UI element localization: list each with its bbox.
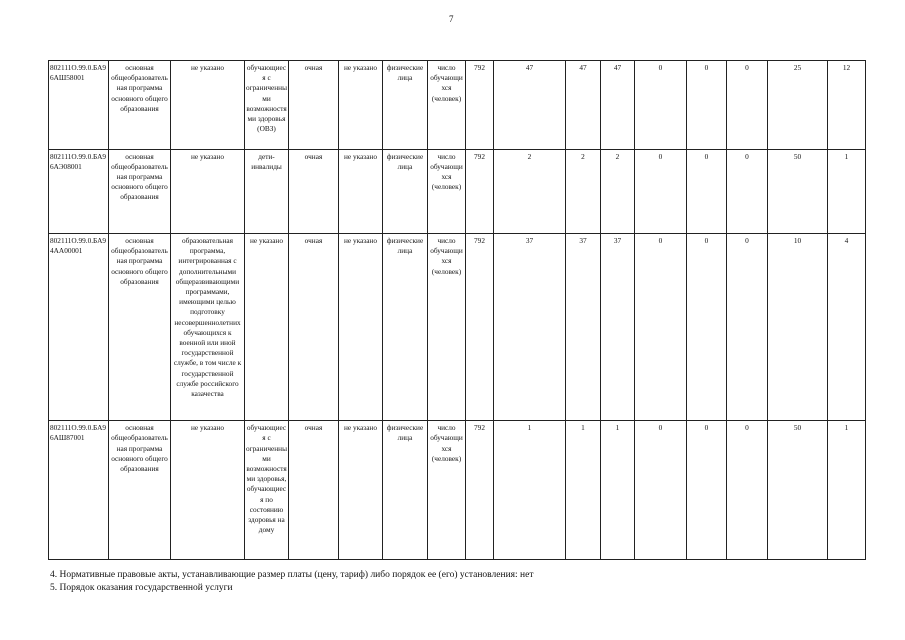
cell-average-fee: 50 [768,421,828,560]
cell-consumer-category: физические лица [383,234,428,421]
cell-program-condition: не указано [339,149,383,234]
cell-registry-code: 802111О.99.0.БА94АА00001 [49,234,109,421]
cell-average-fee: 50 [768,149,828,234]
cell-deviation-allowed: 0 [635,61,687,150]
cell-consumer-category: физические лица [383,61,428,150]
page-number: 7 [449,14,454,24]
cell-okei-code: 792 [466,61,494,150]
cell-program-condition: не указано [339,61,383,150]
cell-deviation-exceeded: 0 [727,61,768,150]
cell-registry-code: 802111О.99.0.БА96АЭ08001 [49,149,109,234]
cell-provisional-value: 1 [601,421,635,560]
cell-study-form: очная [289,421,339,560]
cell-program-content-2: не указано [171,61,245,150]
cell-program-content: основная общеобразовательная программа основного общего образования [109,61,171,150]
cell-registry-code: 802111О.99.0.БА96АШ87001 [49,421,109,560]
cell-provisional-value: 47 [601,61,635,150]
cell-deviation-exceeded: 0 [727,149,768,234]
cell-program-content-2: не указано [171,149,245,234]
cell-actual-value: 37 [566,234,601,421]
cell-indicator-name: число обучающихся (человек) [428,149,466,234]
cell-deviation-exceeded: 0 [727,234,768,421]
table-row [49,149,866,234]
cell-program-content-2: не указано [171,421,245,560]
cell-okei-code: 792 [466,234,494,421]
cell-average-fee: 25 [768,61,828,150]
cell-deviation-allowed: 0 [635,234,687,421]
cell-average-fee: 10 [768,234,828,421]
cell-approved-value: 47 [494,61,566,150]
footer-item-5: 5. Порядок оказания государственной услуги [50,583,233,593]
cell-approved-value: 2 [494,149,566,234]
cell-okei-code: 792 [466,149,494,234]
cell-extra-value: 4 [828,234,866,421]
cell-student-category: дети-инвалиды [245,149,289,234]
cell-actual-value: 47 [566,61,601,150]
table-row [49,234,866,421]
cell-deviation-exceeded: 0 [727,421,768,560]
cell-study-form: очная [289,234,339,421]
cell-registry-code: 802111О.99.0.БА96АШ58001 [49,61,109,150]
cell-extra-value: 12 [828,61,866,150]
cell-consumer-category: физические лица [383,421,428,560]
cell-indicator-name: число обучающихся (человек) [428,61,466,150]
cell-student-category: обучающиеся с ограниченными возможностями здоровья, обучающиеся по состоянию здоровья на дому [245,421,289,560]
cell-deviation-value: 0 [687,421,727,560]
cell-approved-value: 37 [494,234,566,421]
cell-study-form: очная [289,149,339,234]
table-row [49,421,866,560]
cell-indicator-name: число обучающихся (человек) [428,234,466,421]
cell-deviation-value: 0 [687,149,727,234]
cell-extra-value: 1 [828,421,866,560]
cell-program-content: основная общеобразовательная программа основного общего образования [109,234,171,421]
cell-program-condition: не указано [339,234,383,421]
cell-program-content: основная общеобразовательная программа основного общего образования [109,421,171,560]
cell-okei-code: 792 [466,421,494,560]
cell-deviation-value: 0 [687,234,727,421]
cell-program-condition: не указано [339,421,383,560]
cell-student-category: обучающиеся с ограниченными возможностями здоровья (ОВЗ) [245,61,289,150]
cell-extra-value: 1 [828,149,866,234]
cell-deviation-allowed: 0 [635,421,687,560]
cell-provisional-value: 2 [601,149,635,234]
cell-study-form: очная [289,61,339,150]
cell-deviation-allowed: 0 [635,149,687,234]
footer-item-4: 4. Нормативные правовые акты, устанавливающие размер платы (цену, тариф) либо порядок ее (его) установления: нет [50,570,534,580]
cell-deviation-value: 0 [687,61,727,150]
cell-indicator-name: число обучающихся (человек) [428,421,466,560]
table-row [49,61,866,150]
cell-program-content: основная общеобразовательная программа основного общего образования [109,149,171,234]
services-table [48,60,866,560]
cell-provisional-value: 37 [601,234,635,421]
cell-program-content-2: образовательная программа, интегрированная с дополнительными общеразвивающими программами, имеющими целью подготовку несовершеннолетних обучающихся к военной или иной государственной службе, в том числе к государственной службе российского казачества [171,234,245,421]
cell-student-category: не указано [245,234,289,421]
cell-actual-value: 2 [566,149,601,234]
cell-approved-value: 1 [494,421,566,560]
cell-actual-value: 1 [566,421,601,560]
cell-consumer-category: физические лица [383,149,428,234]
